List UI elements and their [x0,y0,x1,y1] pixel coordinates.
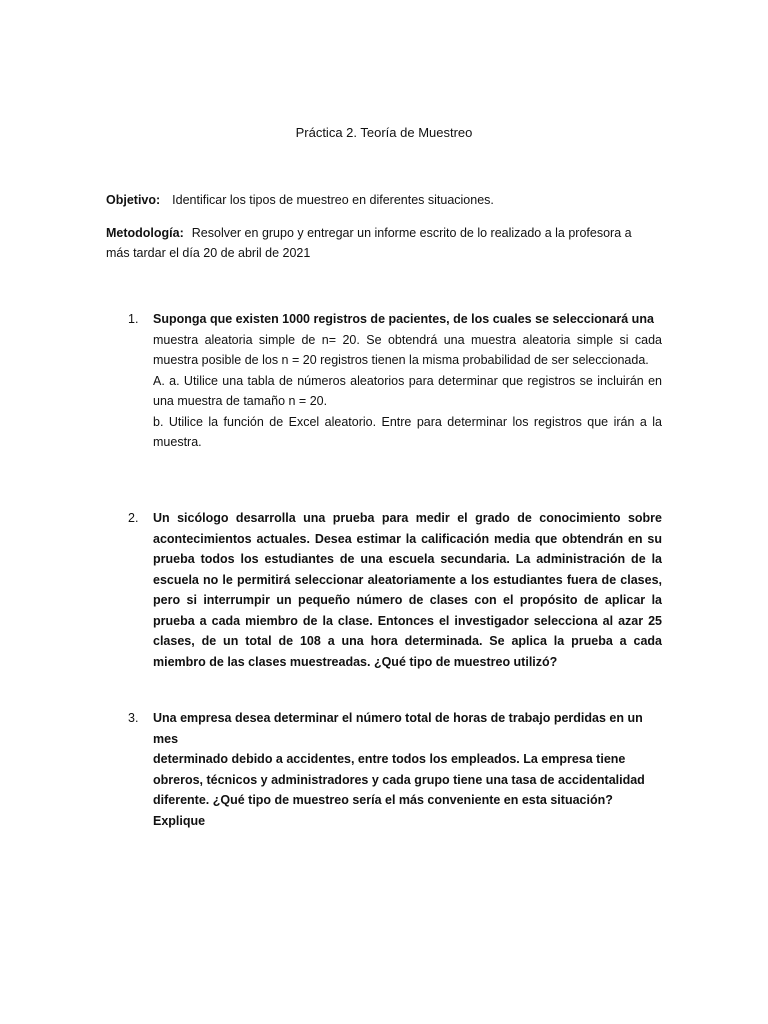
objective-label: Objetivo: [106,193,161,207]
exercise-part-b: b. Utilice la función de Excel aleatorio. Entre para determinar los registros que irán a la muestra. [153,414,662,449]
exercise-part-a: A. a. Utilice una tabla de números aleatorios para determinar que registros se incluirán en una muestra de tamaño n = 20. [153,373,662,408]
exercise-body [153,708,662,831]
exercise-body [153,309,662,453]
objective-text: Identificar los tipos de muestreo en diferentes situaciones. [172,193,494,207]
document-title: Práctica 2. Teoría de Muestreo [295,125,473,140]
exercise-text: determinado debido a accidentes, entre todos los empleados. La empresa tiene obreros, técnicos y administradores y cada grupo tiene una tasa de accidentalidad diferente. ¿Qué tipo de muestreo sería el más conveniente en esta situación? Explique [153,752,645,828]
exercise-body [153,508,662,672]
exercise-lead: Suponga que existen 1000 registros de pacientes, de los cuales se seleccionará una [153,312,654,326]
methodology-label: Metodología: [106,226,184,240]
exercise-number: 1. [128,312,139,326]
methodology-text: Resolver en grupo y entregar un informe escrito de lo realizado a la profesora a más tardar el día 20 de abril de 2021 [106,226,632,260]
exercise-number: 2. [128,511,139,525]
exercise-lead: Una empresa desea determinar el número total de horas de trabajo perdidas en un mes [153,711,643,746]
exercise-text: muestra aleatoria simple de n= 20. Se obtendrá una muestra aleatoria simple si cada muestra posible de los n = 20 registros tienen la misma probabilidad de ser seleccionada. [153,332,662,367]
exercise-number: 3. [128,711,139,725]
exercise-text: Un sicólogo desarrolla una prueba para medir el grado de conocimiento sobre acontecimientos actuales. Desea estimar la calificación media que obtendrán en su prueba todos los estudiantes de una escuela secundaria. La administración de la escuela no le permitirá seleccionar aleatoriamente a los estudiantes fuera de clases, pero si interrumpir un pequeño número de clases con el propósito de aplicar la prueba a cada miembro de la clase. Entonces el investigador selecciona al azar 25 clases, de un total de 108 a una hora determinada. Se aplica la prueba a cada miembro de las clases muestreadas. ¿Qué tipo de muestreo utilizó? [153,511,662,669]
methodology-section [106,223,646,263]
objective-section [106,190,646,210]
